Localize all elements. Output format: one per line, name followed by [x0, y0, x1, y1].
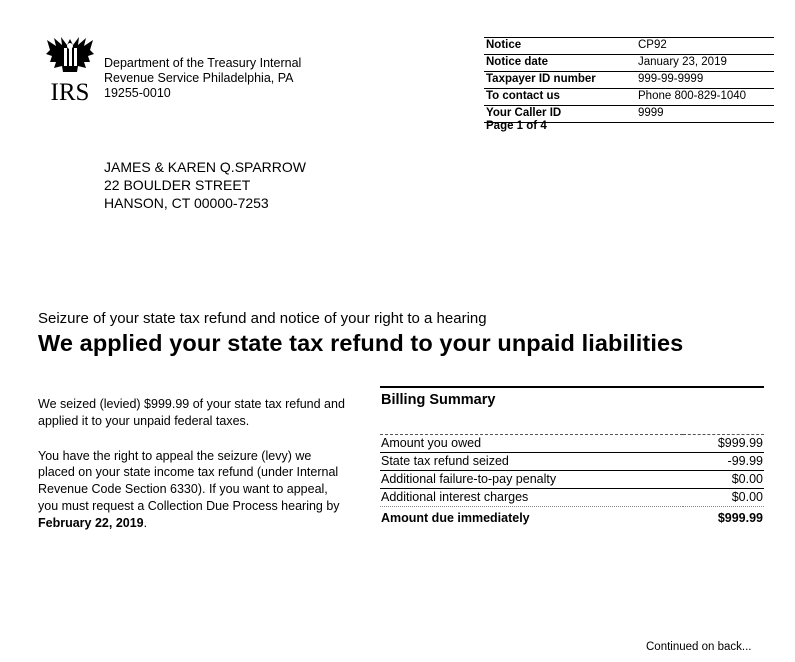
taxpayer-id-value: 999-99-9999	[636, 72, 774, 89]
agency-line-3: 19255-0010	[104, 86, 171, 100]
billing-total-row	[380, 507, 764, 530]
contact-value: Phone 800-829-1040	[636, 89, 774, 106]
appeal-end: .	[143, 515, 148, 530]
notice-date-row	[484, 55, 774, 72]
billing-label: State tax refund seized	[380, 453, 683, 471]
billing-row	[380, 435, 764, 453]
billing-amount: $999.99	[683, 435, 764, 453]
billing-label: Additional interest charges	[380, 489, 683, 507]
notice-row	[484, 38, 774, 55]
irs-logo	[44, 36, 96, 102]
taxpayer-id-row	[484, 72, 774, 89]
agency-line-1: Department of the Treasury Internal	[104, 56, 302, 70]
caller-id-label: Your Caller ID	[484, 106, 636, 123]
caller-id-value: 9999	[636, 106, 774, 123]
billing-label: Additional failure-to-pay penalty	[380, 471, 683, 489]
agency-line-2: Revenue Service Philadelphia, PA	[104, 71, 294, 85]
billing-title: Billing Summary	[381, 392, 496, 408]
agency-address	[104, 56, 301, 101]
taxpayer-address	[104, 158, 306, 212]
continued-note: Continued on back...	[646, 641, 752, 653]
taxpayer-name: JAMES & KAREN Q.SPARROW	[104, 159, 306, 175]
eagle-emblem-icon	[44, 36, 96, 102]
billing-top-rule	[380, 386, 764, 388]
contact-label: To contact us	[484, 89, 636, 106]
notice-subtitle: Seizure of your state tax refund and notice of your right to a hearing	[38, 310, 487, 327]
taxpayer-street: 22 BOULDER STREET	[104, 177, 251, 193]
billing-row	[380, 453, 764, 471]
billing-label: Amount you owed	[380, 435, 683, 453]
billing-total-amount: $999.99	[717, 511, 763, 525]
billing-amount: $0.00	[683, 489, 764, 507]
notice-body	[38, 396, 348, 550]
notice-title: We applied your state tax refund to your unpaid liabilities	[38, 330, 684, 356]
notice-info-table	[484, 37, 774, 123]
billing-table	[380, 434, 764, 529]
billing-row	[380, 471, 764, 489]
appeal-deadline: February 22, 2019	[38, 515, 144, 530]
billing-row	[380, 489, 764, 507]
appeal-text: You have the right to appeal the seizure (levy) we placed on your state income tax refund (under Internal Revenue Code Section 6330). If you want to appeal, you must request a Collection Due Process hearing by	[38, 448, 340, 513]
billing-amount: -99.99	[683, 453, 764, 471]
billing-amount: $0.00	[683, 471, 764, 489]
page-number: Page 1 of 4	[486, 120, 547, 132]
billing-total-label: Amount due immediately	[381, 511, 530, 525]
svg-text:IRS: IRS	[50, 79, 90, 102]
notice-label: Notice	[484, 38, 636, 55]
billing-summary	[380, 386, 764, 529]
contact-row	[484, 89, 774, 106]
notice-date-label: Notice date	[484, 55, 636, 72]
notice-value: CP92	[636, 38, 774, 55]
notice-date-value: January 23, 2019	[636, 55, 774, 72]
taxpayer-id-label: Taxpayer ID number	[484, 72, 636, 89]
appeal-paragraph	[38, 448, 348, 532]
levy-paragraph: We seized (levied) $999.99 of your state tax refund and applied it to your unpaid federal taxes.	[38, 397, 345, 428]
taxpayer-city: HANSON, CT 00000-7253	[104, 195, 269, 211]
